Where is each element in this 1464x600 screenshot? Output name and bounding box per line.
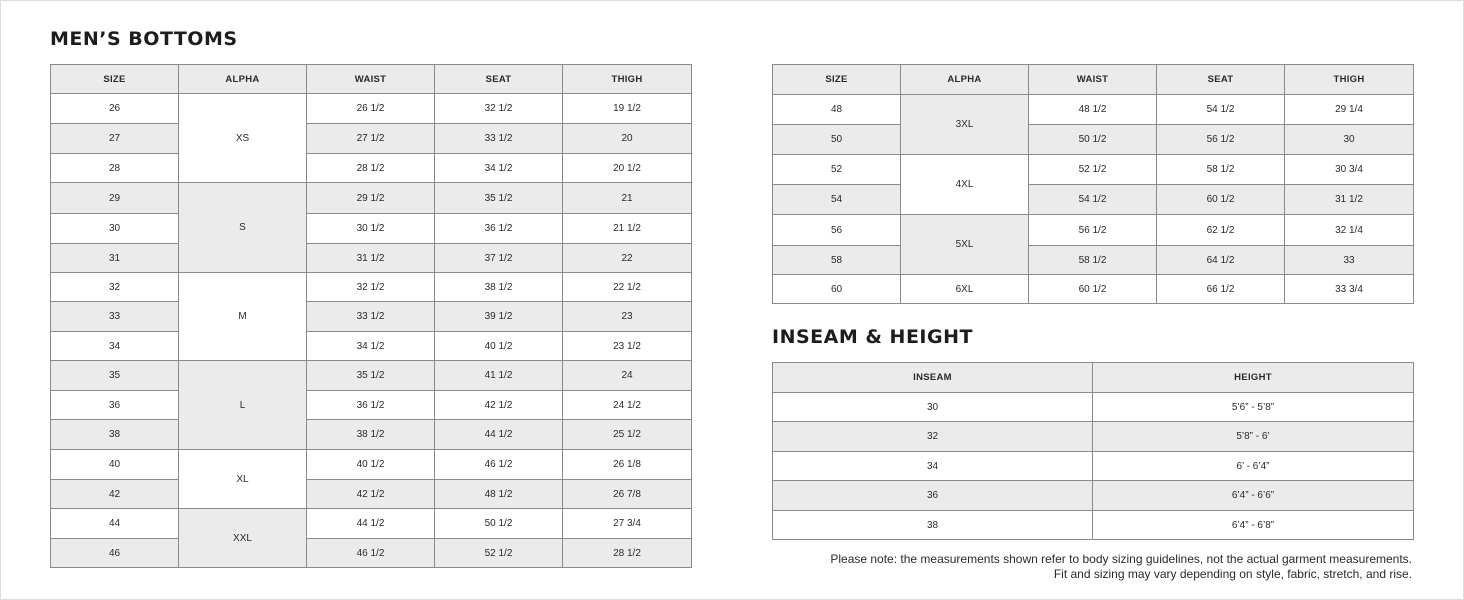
table-row [773,452,1414,481]
size-cell: 44 [51,509,179,539]
size-cell: 42 [51,480,179,509]
seat-cell: 56 1/2 [1157,125,1285,155]
waist-cell: 44 1/2 [307,509,435,539]
seat-cell: 48 1/2 [435,480,563,509]
height-cell: 6’ - 6’4” [1093,452,1414,481]
table-row [51,94,692,124]
table-row [51,302,692,332]
alpha-cell: 5XL [901,215,1029,275]
header-alpha: ALPHA [179,65,307,94]
table-row [773,95,1414,125]
table-header-row [773,65,1414,95]
seat-cell: 60 1/2 [1157,185,1285,215]
waist-cell: 54 1/2 [1029,185,1157,215]
size-cell: 58 [773,246,901,275]
seat-cell: 42 1/2 [435,391,563,420]
table-row [51,450,692,480]
alpha-cell: XS [179,94,307,183]
seat-cell: 52 1/2 [435,539,563,568]
size-cell: 50 [773,125,901,155]
thigh-cell: 22 [563,244,692,273]
inseam-cell: 38 [773,511,1093,540]
thigh-cell: 31 1/2 [1285,185,1414,215]
thigh-cell: 26 7/8 [563,480,692,509]
height-cell: 6’4” - 6’6” [1093,481,1414,511]
alpha-cell: XXL [179,509,307,568]
thigh-cell: 25 1/2 [563,420,692,450]
waist-cell: 52 1/2 [1029,155,1157,185]
thigh-cell: 27 3/4 [563,509,692,539]
alpha-cell: S [179,183,307,273]
table-row [51,154,692,183]
inseam-height-table [772,362,1414,540]
size-cell: 26 [51,94,179,124]
seat-cell: 35 1/2 [435,183,563,214]
table-row [51,244,692,273]
table-row [51,273,692,302]
table-row [773,275,1414,304]
table-row [773,155,1414,185]
seat-cell: 46 1/2 [435,450,563,480]
mens-bottoms-table [50,64,692,568]
thigh-cell: 20 1/2 [563,154,692,183]
waist-cell: 27 1/2 [307,124,435,154]
size-cell: 48 [773,95,901,125]
size-cell: 27 [51,124,179,154]
waist-cell: 48 1/2 [1029,95,1157,125]
waist-cell: 26 1/2 [307,94,435,124]
sizing-note-line1: Please note: the measurements shown refer to body sizing guidelines, not the actual garment measurements. [830,552,1412,566]
alpha-cell: 6XL [901,275,1029,304]
header-seat: SEAT [1157,65,1285,95]
sizing-note-line2: Fit and sizing may vary depending on style, fabric, stretch, and rise. [1053,567,1412,581]
table-row [773,393,1414,422]
waist-cell: 32 1/2 [307,273,435,302]
seat-cell: 33 1/2 [435,124,563,154]
thigh-cell: 29 1/4 [1285,95,1414,125]
waist-cell: 31 1/2 [307,244,435,273]
waist-cell: 38 1/2 [307,420,435,450]
waist-cell: 50 1/2 [1029,125,1157,155]
table-row [51,539,692,568]
size-cell: 28 [51,154,179,183]
waist-cell: 56 1/2 [1029,215,1157,246]
table-header-row [51,65,692,94]
inseam-cell: 32 [773,422,1093,452]
thigh-cell: 19 1/2 [563,94,692,124]
seat-cell: 36 1/2 [435,214,563,244]
header-inseam: INSEAM [773,363,1093,393]
thigh-cell: 33 3/4 [1285,275,1414,304]
inseam-cell: 34 [773,452,1093,481]
waist-cell: 28 1/2 [307,154,435,183]
inseam-cell: 36 [773,481,1093,511]
thigh-cell: 30 3/4 [1285,155,1414,185]
size-cell: 38 [51,420,179,450]
size-cell: 52 [773,155,901,185]
thigh-cell: 21 1/2 [563,214,692,244]
thigh-cell: 24 1/2 [563,391,692,420]
header-height: HEIGHT [1093,363,1414,393]
inseam-cell: 30 [773,393,1093,422]
thigh-cell: 22 1/2 [563,273,692,302]
alpha-cell: L [179,361,307,450]
waist-cell: 35 1/2 [307,361,435,391]
size-cell: 35 [51,361,179,391]
seat-cell: 38 1/2 [435,273,563,302]
table-row [51,214,692,244]
seat-cell: 39 1/2 [435,302,563,332]
thigh-cell: 30 [1285,125,1414,155]
size-cell: 33 [51,302,179,332]
waist-cell: 58 1/2 [1029,246,1157,275]
thigh-cell: 23 [563,302,692,332]
seat-cell: 44 1/2 [435,420,563,450]
table-row [51,509,692,539]
thigh-cell: 33 [1285,246,1414,275]
alpha-cell: 4XL [901,155,1029,215]
size-cell: 30 [51,214,179,244]
mens-bottoms-title: MEN’S BOTTOMS [50,28,238,50]
header-size: SIZE [51,65,179,94]
seat-cell: 50 1/2 [435,509,563,539]
alpha-cell: XL [179,450,307,509]
size-cell: 32 [51,273,179,302]
waist-cell: 46 1/2 [307,539,435,568]
table-row [51,420,692,450]
seat-cell: 54 1/2 [1157,95,1285,125]
size-cell: 56 [773,215,901,246]
waist-cell: 36 1/2 [307,391,435,420]
thigh-cell: 28 1/2 [563,539,692,568]
waist-cell: 34 1/2 [307,332,435,361]
header-seat: SEAT [435,65,563,94]
seat-cell: 34 1/2 [435,154,563,183]
seat-cell: 40 1/2 [435,332,563,361]
seat-cell: 32 1/2 [435,94,563,124]
inseam-height-title: INSEAM & HEIGHT [772,326,973,348]
table-row [773,246,1414,275]
alpha-cell: 3XL [901,95,1029,155]
waist-cell: 42 1/2 [307,480,435,509]
table-row [773,481,1414,511]
header-thigh: THIGH [563,65,692,94]
table-row [773,185,1414,215]
header-size: SIZE [773,65,901,95]
waist-cell: 30 1/2 [307,214,435,244]
header-waist: WAIST [307,65,435,94]
seat-cell: 64 1/2 [1157,246,1285,275]
table-row [51,391,692,420]
size-cell: 60 [773,275,901,304]
seat-cell: 66 1/2 [1157,275,1285,304]
size-cell: 34 [51,332,179,361]
thigh-cell: 26 1/8 [563,450,692,480]
seat-cell: 37 1/2 [435,244,563,273]
table-row [51,361,692,391]
header-alpha: ALPHA [901,65,1029,95]
height-cell: 5’8” - 6’ [1093,422,1414,452]
size-cell: 54 [773,185,901,215]
size-cell: 29 [51,183,179,214]
table-row [773,422,1414,452]
alpha-cell: M [179,273,307,361]
sizing-note [830,552,1412,582]
waist-cell: 33 1/2 [307,302,435,332]
mens-bottoms-extended-table [772,64,1414,304]
table-row [51,124,692,154]
table-row [773,125,1414,155]
waist-cell: 40 1/2 [307,450,435,480]
thigh-cell: 21 [563,183,692,214]
table-row [51,183,692,214]
height-cell: 6’4” - 6’8” [1093,511,1414,540]
table-row [773,215,1414,246]
seat-cell: 58 1/2 [1157,155,1285,185]
table-row [51,332,692,361]
size-cell: 31 [51,244,179,273]
size-cell: 40 [51,450,179,480]
header-thigh: THIGH [1285,65,1414,95]
thigh-cell: 20 [563,124,692,154]
thigh-cell: 24 [563,361,692,391]
height-cell: 5’6” - 5’8” [1093,393,1414,422]
table-header-row [773,363,1414,393]
header-waist: WAIST [1029,65,1157,95]
seat-cell: 62 1/2 [1157,215,1285,246]
size-cell: 36 [51,391,179,420]
table-row [773,511,1414,540]
thigh-cell: 32 1/4 [1285,215,1414,246]
size-cell: 46 [51,539,179,568]
thigh-cell: 23 1/2 [563,332,692,361]
waist-cell: 60 1/2 [1029,275,1157,304]
table-row [51,480,692,509]
waist-cell: 29 1/2 [307,183,435,214]
seat-cell: 41 1/2 [435,361,563,391]
